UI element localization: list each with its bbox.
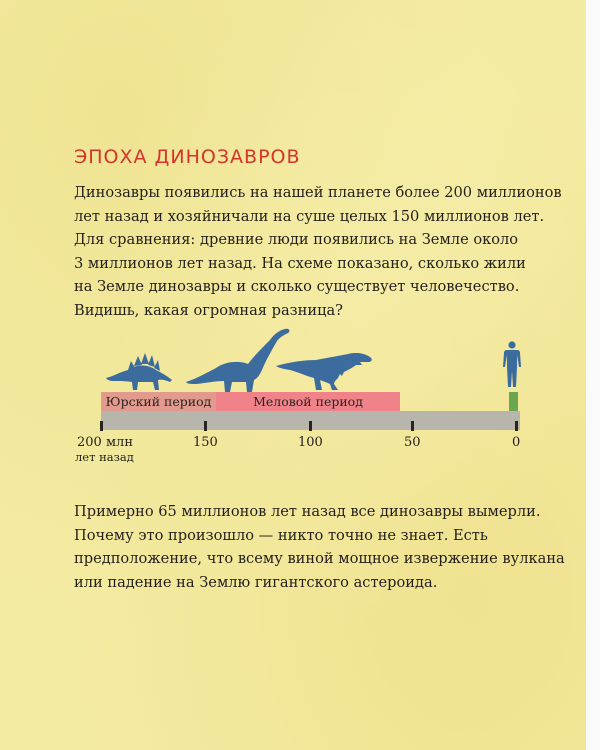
tick-0 bbox=[515, 421, 518, 431]
outro-paragraph bbox=[74, 500, 565, 594]
jurassic-period-bar: Юрский период bbox=[101, 392, 216, 411]
page-margin bbox=[586, 0, 600, 750]
tyrannosaurus-icon bbox=[276, 350, 374, 392]
intro-line: Динозавры появились на нашей планете более 200 миллионов bbox=[74, 184, 562, 201]
outro-line: Почему это произошло — никто точно не знает. Есть bbox=[74, 526, 488, 544]
tick-50 bbox=[411, 421, 414, 431]
tick-label-0: 0 bbox=[512, 435, 521, 450]
intro-line: 3 миллионов лет назад. На схеме показано, сколько жили bbox=[74, 254, 526, 272]
tick-unit-label: лет назад bbox=[75, 450, 134, 464]
tick-label-200: 200 млн bbox=[77, 435, 133, 450]
outro-line: Примерно 65 миллионов лет назад все динозавры вымерли. bbox=[74, 503, 541, 520]
intro-line: на Земле динозавры и сколько существует человечество. bbox=[74, 278, 520, 295]
human-icon bbox=[501, 341, 523, 389]
outro-line: или падение на Землю гигантского астероида. bbox=[74, 573, 438, 591]
intro-line: Видишь, какая огромная разница? bbox=[74, 301, 343, 319]
stegosaurus-icon bbox=[104, 350, 174, 392]
page-title: ЭПОХА ДИНОЗАВРОВ bbox=[74, 146, 301, 168]
tick-150 bbox=[204, 421, 207, 431]
human-era-bar bbox=[509, 392, 518, 411]
intro-line: Для сравнения: древние люди появились на Земле около bbox=[74, 231, 519, 248]
tick-label-100: 100 bbox=[298, 435, 323, 450]
outro-line: предположение, что всему виной мощное извержение вулкана bbox=[74, 550, 565, 567]
tick-label-50: 50 bbox=[404, 435, 421, 450]
dinosaur-timeline bbox=[0, 300, 586, 470]
tick-200 bbox=[100, 421, 103, 431]
tick-100 bbox=[309, 421, 312, 431]
cretaceous-period-bar: Меловой период bbox=[216, 392, 400, 411]
intro-line: лет назад и хозяйничали на суше целых 150 миллионов лет. bbox=[74, 207, 545, 225]
tick-label-150: 150 bbox=[193, 435, 218, 450]
